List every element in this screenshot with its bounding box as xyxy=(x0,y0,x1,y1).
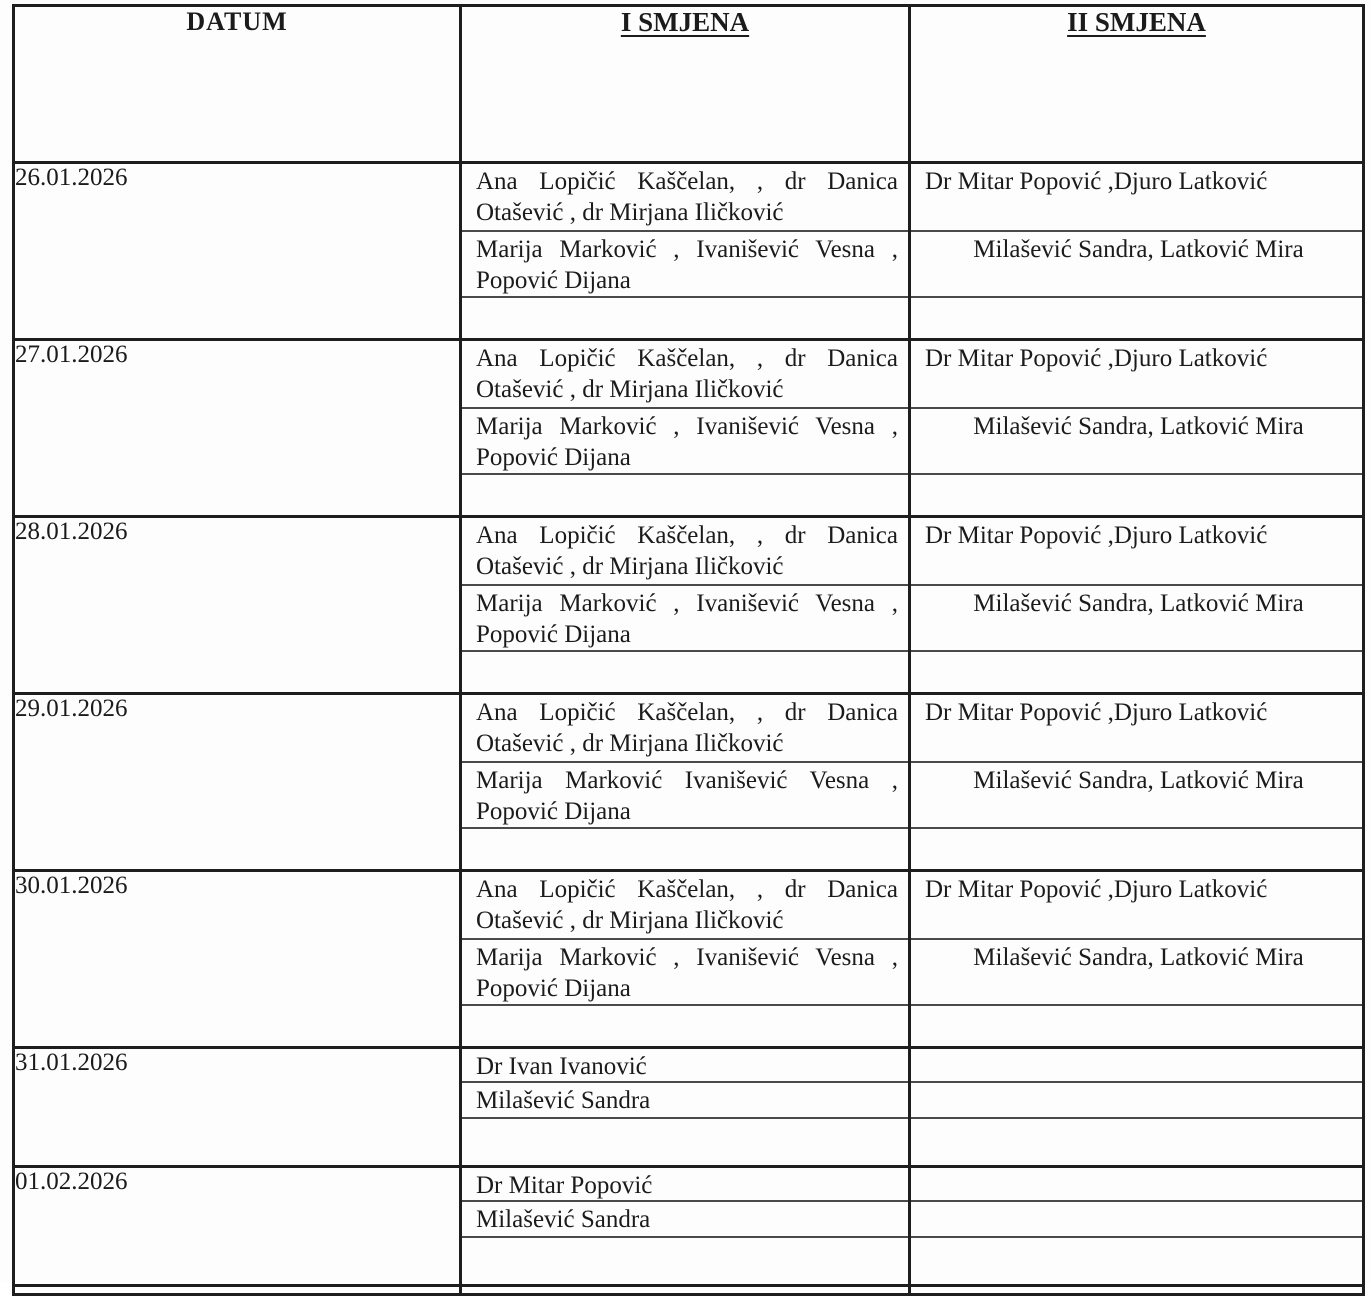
shift2-cell xyxy=(910,517,1364,694)
table-row xyxy=(14,694,1364,871)
shift2-line xyxy=(911,1238,1362,1284)
shift2-line: Dr Mitar Popović ,Djuro Latković xyxy=(911,518,1362,586)
date-cell: 26.01.2026 xyxy=(14,163,461,340)
shift1-line: Ana Lopičić Kaščelan, , dr Danica Otašević , dr Mirjana Iličković xyxy=(462,872,908,940)
shift2-line: Milašević Sandra, Latković Mira xyxy=(911,940,1362,1006)
shift1-line: Marija Marković , Ivanišević Vesna , Popović Dijana xyxy=(462,940,908,1006)
shift1-line: Milašević Sandra xyxy=(462,1083,908,1119)
shift1-cell xyxy=(461,163,910,340)
shift1-line xyxy=(462,829,908,869)
shift1-cell xyxy=(461,1167,910,1286)
shift2-line: Dr Mitar Popović ,Djuro Latković xyxy=(911,695,1362,763)
shift1-line: Ana Lopičić Kaščelan, , dr Danica Otašević , dr Mirjana Iličković xyxy=(462,695,908,763)
shift2-line xyxy=(911,298,1362,338)
shift1-line: Marija Marković , Ivanišević Vesna , Popović Dijana xyxy=(462,232,908,298)
shift1-line: Marija Marković , Ivanišević Vesna , Popović Dijana xyxy=(462,586,908,652)
shift2-line xyxy=(911,475,1362,515)
shift2-line: Milašević Sandra, Latković Mira xyxy=(911,763,1362,829)
shift1-line xyxy=(462,1238,908,1284)
shift1-line: Ana Lopičić Kaščelan, , dr Danica Otašević , dr Mirjana Iličković xyxy=(462,341,908,409)
shift2-column-header xyxy=(910,6,1364,163)
shift1-line xyxy=(462,1119,908,1165)
shift1-line: Dr Mitar Popović xyxy=(462,1168,908,1202)
table-row xyxy=(14,340,1364,517)
edge-cell xyxy=(14,1286,461,1295)
shift2-line: Dr Mitar Popović ,Djuro Latković xyxy=(911,872,1362,940)
shift1-cell xyxy=(461,694,910,871)
table-row xyxy=(14,1048,1364,1167)
shift1-column-header xyxy=(461,6,910,163)
shift2-line xyxy=(911,1119,1362,1165)
shift2-cell xyxy=(910,340,1364,517)
shift1-header-label: I SMJENA xyxy=(620,7,750,37)
shift1-line: Ana Lopičić Kaščelan, , dr Danica Otašević , dr Mirjana Iličković xyxy=(462,164,908,232)
shift2-line xyxy=(911,1049,1362,1083)
shift2-line: Dr Mitar Popović ,Djuro Latković xyxy=(911,164,1362,232)
shift2-line xyxy=(911,652,1362,692)
shift2-line: Dr Mitar Popović ,Djuro Latković xyxy=(911,341,1362,409)
table-row xyxy=(14,871,1364,1048)
shift2-line xyxy=(911,1202,1362,1238)
date-cell: 27.01.2026 xyxy=(14,340,461,517)
shift1-line: Marija Marković , Ivanišević Vesna , Popović Dijana xyxy=(462,409,908,475)
header-row xyxy=(14,6,1364,163)
shift2-line xyxy=(911,829,1362,869)
shift2-line: Milašević Sandra, Latković Mira xyxy=(911,409,1362,475)
shift1-cell xyxy=(461,871,910,1048)
shift2-cell xyxy=(910,871,1364,1048)
shift-schedule-table xyxy=(12,4,1365,1296)
shift2-line: Milašević Sandra, Latković Mira xyxy=(911,586,1362,652)
shift2-cell xyxy=(910,1167,1364,1286)
edge-cell xyxy=(461,1286,910,1295)
shift1-cell xyxy=(461,517,910,694)
shift2-line xyxy=(911,1083,1362,1119)
shift1-line: Ana Lopičić Kaščelan, , dr Danica Otašević , dr Mirjana Iličković xyxy=(462,518,908,586)
date-cell: 31.01.2026 xyxy=(14,1048,461,1167)
date-cell: 29.01.2026 xyxy=(14,694,461,871)
edge-cell xyxy=(910,1286,1364,1295)
shift1-line xyxy=(462,652,908,692)
shift1-line xyxy=(462,475,908,515)
shift1-line xyxy=(462,298,908,338)
shift2-cell xyxy=(910,694,1364,871)
shift2-header-label: II SMJENA xyxy=(1067,7,1206,37)
shift1-line xyxy=(462,1006,908,1046)
shift2-line xyxy=(911,1168,1362,1202)
date-column-header: DATUM xyxy=(14,6,461,163)
table-row xyxy=(14,517,1364,694)
date-cell: 30.01.2026 xyxy=(14,871,461,1048)
shift1-line: Dr Ivan Ivanović xyxy=(462,1049,908,1083)
shift1-line: Marija Marković Ivanišević Vesna , Popović Dijana xyxy=(462,763,908,829)
shift2-line: Milašević Sandra, Latković Mira xyxy=(911,232,1362,298)
table-row xyxy=(14,1167,1364,1286)
shift1-cell xyxy=(461,340,910,517)
shift1-line: Milašević Sandra xyxy=(462,1202,908,1238)
date-cell: 01.02.2026 xyxy=(14,1167,461,1286)
shift1-cell xyxy=(461,1048,910,1167)
shift2-cell xyxy=(910,163,1364,340)
date-cell: 28.01.2026 xyxy=(14,517,461,694)
table-bottom-edge xyxy=(14,1286,1364,1295)
shift2-cell xyxy=(910,1048,1364,1167)
table-row xyxy=(14,163,1364,340)
shift2-line xyxy=(911,1006,1362,1046)
